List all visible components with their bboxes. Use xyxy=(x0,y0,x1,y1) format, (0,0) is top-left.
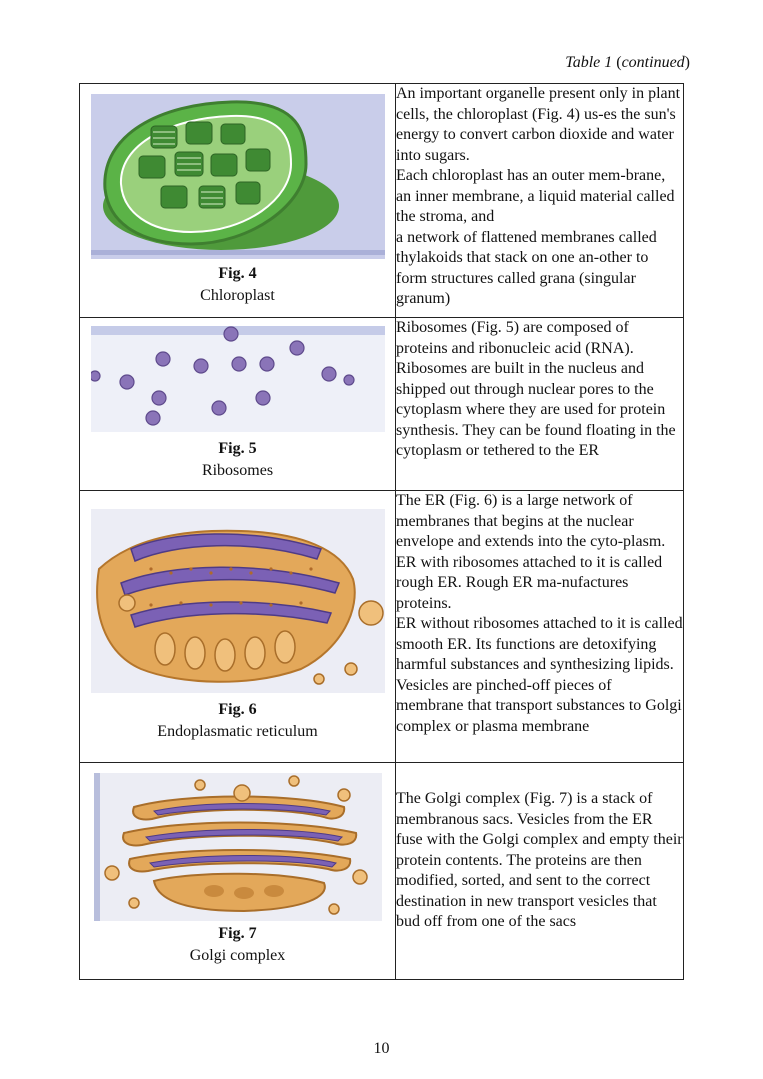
table-row xyxy=(80,318,684,491)
description-cell xyxy=(396,491,684,763)
figure-cell xyxy=(80,318,396,491)
caption-close-paren: ) xyxy=(684,54,690,71)
description-paragraph: a network of flattened membranes called thylakoids that stack on one an-other to form structures called grana (singular granum) xyxy=(396,228,657,307)
figure-title: Endoplasmatic reticulum xyxy=(157,723,318,740)
figure-title: Chloroplast xyxy=(200,287,275,304)
figure-cell xyxy=(80,763,396,980)
organelle-table xyxy=(79,83,684,980)
table-row xyxy=(80,84,684,318)
figure-label: Fig. 5 xyxy=(218,440,257,457)
description-paragraph: Ribosomes (Fig. 5) are composed of proteins and ribonucleic acid (RNA). Ribosomes are built in the nucleus and shipped out through nuclear pores to the cytoplasm where they are used for protein synthesis. They can be found floating in the cytoplasm or tethered to the ER xyxy=(396,319,676,459)
table-caption xyxy=(565,54,690,72)
figure-title: Golgi complex xyxy=(189,947,286,964)
endoplasmic-reticulum-illustration xyxy=(91,509,385,693)
description-paragraph: The Golgi complex (Fig. 7) is a stack of membranous sacs. Vesicles from the ER fuse with the Golgi complex and empty their protein contents. The proteins are then modified, sorted, and sent to the correct destination in new transport vesicles that bud off from one of the sacs xyxy=(396,790,683,930)
figure-cell xyxy=(80,84,396,318)
page-number: 10 xyxy=(373,1040,390,1057)
figure-label: Fig. 7 xyxy=(218,925,257,942)
table-row xyxy=(80,491,684,763)
description-paragraph: ER without ribosomes attached to it is called smooth ER. Its functions are detoxifying harmful substances and synthesizing lipids. Vesicles are pinched-off pieces of membrane that transport substances to Golgi complex or plasma membrane xyxy=(396,615,683,735)
golgi-complex-illustration xyxy=(94,773,382,921)
description-cell xyxy=(396,763,684,980)
figure-title: Ribosomes xyxy=(201,462,274,479)
description-cell xyxy=(396,318,684,491)
description-paragraph: The ER (Fig. 6) is a large network of membranes that begins at the nuclear envelope and extends into the cyto-plasm. ER with ribosomes attached to it is called rough ER. Rough ER ma-nufactures proteins. xyxy=(396,492,666,612)
figure-cell xyxy=(80,491,396,763)
chloroplast-illustration xyxy=(91,94,385,259)
description-paragraph: An important organelle present only in plant cells, the chloroplast (Fig. 4) us-es the sun's energy to convert carbon dioxide and water into sugars. xyxy=(396,85,681,164)
table-label: Table 1 xyxy=(565,54,613,71)
description-paragraph: Each chloroplast has an outer mem-brane, an inner membrane, a liquid material called the stroma, and xyxy=(396,167,675,225)
caption-open-paren: ( xyxy=(612,54,622,71)
figure-label: Fig. 4 xyxy=(218,265,257,282)
table-continued-label: continued xyxy=(621,54,685,71)
table-row xyxy=(80,763,684,980)
description-cell xyxy=(396,84,684,318)
figure-label: Fig. 6 xyxy=(218,701,257,718)
ribosomes-illustration xyxy=(91,326,385,432)
